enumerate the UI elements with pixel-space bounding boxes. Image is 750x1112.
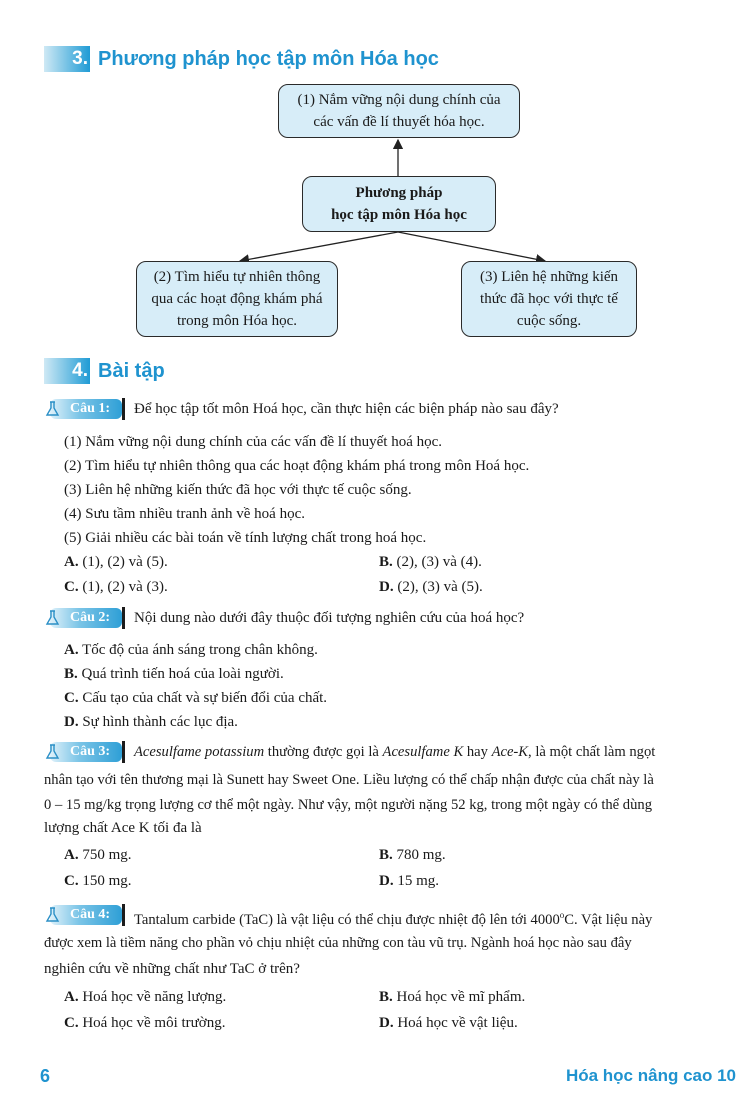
- text-run: , là một chất làm ngọt: [528, 744, 656, 760]
- text-run: Tantalum carbide (TaC) là vật liệu có thể chịu được nhiệt độ lên tới 4000: [134, 911, 560, 928]
- text-run: thường được gọi là: [264, 744, 383, 760]
- italic-term: Ace-K: [491, 744, 529, 760]
- text-run: hay: [463, 744, 492, 760]
- option-key: D.: [64, 714, 79, 730]
- flask-icon: [44, 743, 62, 761]
- diagram-box-right: [461, 261, 637, 337]
- box-line: cuộc sống.: [516, 313, 582, 329]
- option-key: A.: [64, 642, 79, 658]
- answer-option: [64, 640, 318, 660]
- badge-bar: [122, 607, 125, 629]
- badge-bar: [122, 741, 125, 763]
- diagram-arrows: [0, 0, 750, 340]
- arrow-right: [398, 232, 545, 261]
- italic-term: Acesulfame K: [382, 744, 464, 760]
- question-badge: [44, 904, 126, 926]
- question-text-line: được xem là tiềm năng cho phần vỏ chịu nhiệt của những con tàu vũ trụ. Ngành hoá học nào sau đây: [44, 935, 632, 951]
- text-run: C. Vật liệu này: [564, 911, 653, 928]
- box-line: (3) Liên hệ những kiến: [479, 269, 619, 285]
- answer-option: [64, 577, 168, 597]
- flask-icon: [44, 400, 62, 418]
- option-text: (2), (3) và (4).: [396, 554, 482, 570]
- list-item: (3) Liên hệ những kiến thức đã học với thực tế cuộc sống.: [64, 482, 412, 498]
- section-title: Phương pháp học tập môn Hóa học: [98, 47, 439, 70]
- question-label: Câu 3:: [70, 744, 111, 759]
- option-key: D.: [379, 1015, 394, 1031]
- answer-option: [379, 871, 439, 891]
- option-key: B.: [64, 666, 78, 682]
- answer-option: [64, 1013, 225, 1033]
- box-line: Phương pháp: [355, 185, 443, 201]
- question-text-line: nghiên cứu về những chất như TaC ở trên?: [44, 961, 300, 977]
- section-bar: [44, 358, 90, 384]
- answer-option: [64, 688, 327, 708]
- option-key: A.: [64, 554, 79, 570]
- answer-option: [379, 577, 483, 597]
- flask-icon: [44, 906, 62, 924]
- superscript: o: [559, 910, 565, 920]
- answer-option: [379, 552, 482, 572]
- section-title: Bài tập: [98, 359, 165, 382]
- option-key: C.: [64, 1015, 79, 1031]
- option-text: 15 mg.: [397, 873, 440, 889]
- option-key: B.: [379, 847, 393, 863]
- section-number: 3.: [72, 48, 88, 69]
- question-text: [134, 742, 655, 762]
- question-text: Nội dung nào dưới đây thuộc đối tượng nghiên cứu của hoá học?: [134, 610, 525, 626]
- answer-option: [379, 987, 525, 1007]
- option-key: C.: [64, 690, 79, 706]
- box-line: (2) Tìm hiểu tự nhiên thông: [153, 269, 321, 285]
- option-key: A.: [64, 847, 79, 863]
- box-line: (1) Nắm vững nội dung chính của: [297, 92, 501, 108]
- question-label: Câu 2:: [70, 610, 111, 625]
- option-text: 780 mg.: [396, 847, 446, 863]
- box-line: qua các hoạt động khám phá: [151, 291, 323, 307]
- answer-option: [64, 552, 168, 572]
- option-text: Hoá học về mĩ phẩm.: [396, 989, 526, 1005]
- list-item: (5) Giải nhiều các bài toán về tính lượng chất trong hoá học.: [64, 530, 427, 546]
- option-key: C.: [64, 579, 79, 595]
- answer-option: [64, 664, 284, 684]
- question-badge: [44, 741, 126, 763]
- box-line: thức đã học với thực tế: [480, 291, 618, 307]
- badge-bar: [122, 398, 125, 420]
- option-text: Hoá học về môi trường.: [82, 1015, 226, 1031]
- book-title: Hóa học nâng cao 10: [565, 1066, 736, 1085]
- question-label: Câu 1:: [70, 401, 111, 416]
- option-text: 150 mg.: [82, 873, 132, 889]
- answer-option: [64, 871, 132, 891]
- option-key: D.: [379, 579, 394, 595]
- question-label: Câu 4:: [70, 907, 111, 922]
- flask-icon: [44, 609, 62, 627]
- question-badge: [44, 607, 126, 629]
- option-text: (1), (2) và (5).: [82, 554, 168, 570]
- arrow-left: [240, 232, 398, 261]
- option-text: 750 mg.: [82, 847, 132, 863]
- question-text: Để học tập tốt môn Hoá học, cần thực hiện các biện pháp nào sau đây?: [134, 401, 559, 417]
- question-text-line: lượng chất Ace K tối đa là: [44, 820, 202, 836]
- question-text: [134, 905, 652, 930]
- option-text: Sự hình thành các lục địa.: [82, 714, 238, 730]
- option-key: C.: [64, 873, 79, 889]
- answer-option: [64, 712, 238, 732]
- page-number: 6: [40, 1066, 51, 1086]
- badge-bar: [122, 904, 125, 926]
- option-text: (1), (2) và (3).: [82, 579, 168, 595]
- diagram-box-top: [278, 84, 520, 138]
- box-line: các vấn đề lí thuyết hóa học.: [313, 114, 485, 130]
- list-item: (4) Sưu tầm nhiều tranh ảnh về hoá học.: [64, 506, 305, 522]
- italic-term: Acesulfame potassium: [134, 744, 265, 760]
- box-line: học tập môn Hóa học: [331, 207, 467, 223]
- option-text: Hoá học về vật liệu.: [397, 1015, 518, 1031]
- option-text: Quá trình tiến hoá của loài người.: [81, 666, 284, 682]
- box-line: trong môn Hóa học.: [177, 313, 297, 329]
- question-text-line: 0 – 15 mg/kg trọng lượng cơ thể một ngày. Như vậy, một người nặng 52 kg, trong một ngày có thể dùng: [44, 797, 652, 813]
- answer-option: [379, 845, 446, 865]
- option-text: Cấu tạo của chất và sự biến đổi của chất.: [82, 690, 328, 706]
- option-key: B.: [379, 554, 393, 570]
- option-key: A.: [64, 989, 79, 1005]
- option-key: D.: [379, 873, 394, 889]
- question-text-line: nhân tạo với tên thương mại là Sunett hay Sweet One. Liều lượng có thể chấp nhận được của chất này là: [44, 772, 654, 788]
- option-text: (2), (3) và (5).: [397, 579, 483, 595]
- question-badge: [44, 398, 126, 420]
- answer-option: [379, 1013, 518, 1033]
- option-key: B.: [379, 989, 393, 1005]
- section-4-heading: [44, 358, 165, 384]
- list-item: (1) Nắm vững nội dung chính của các vấn đề lí thuyết hoá học.: [64, 434, 443, 450]
- diagram-box-center: [302, 176, 496, 232]
- diagram-box-left: [136, 261, 338, 337]
- answer-option: [64, 845, 132, 865]
- list-item: (2) Tìm hiểu tự nhiên thông qua các hoạt động khám phá trong môn Hoá học.: [64, 458, 530, 474]
- option-text: Hoá học về năng lượng.: [82, 989, 227, 1005]
- section-number: 4.: [72, 360, 88, 381]
- option-text: Tốc độ của ánh sáng trong chân không.: [82, 642, 318, 658]
- answer-option: [64, 987, 226, 1007]
